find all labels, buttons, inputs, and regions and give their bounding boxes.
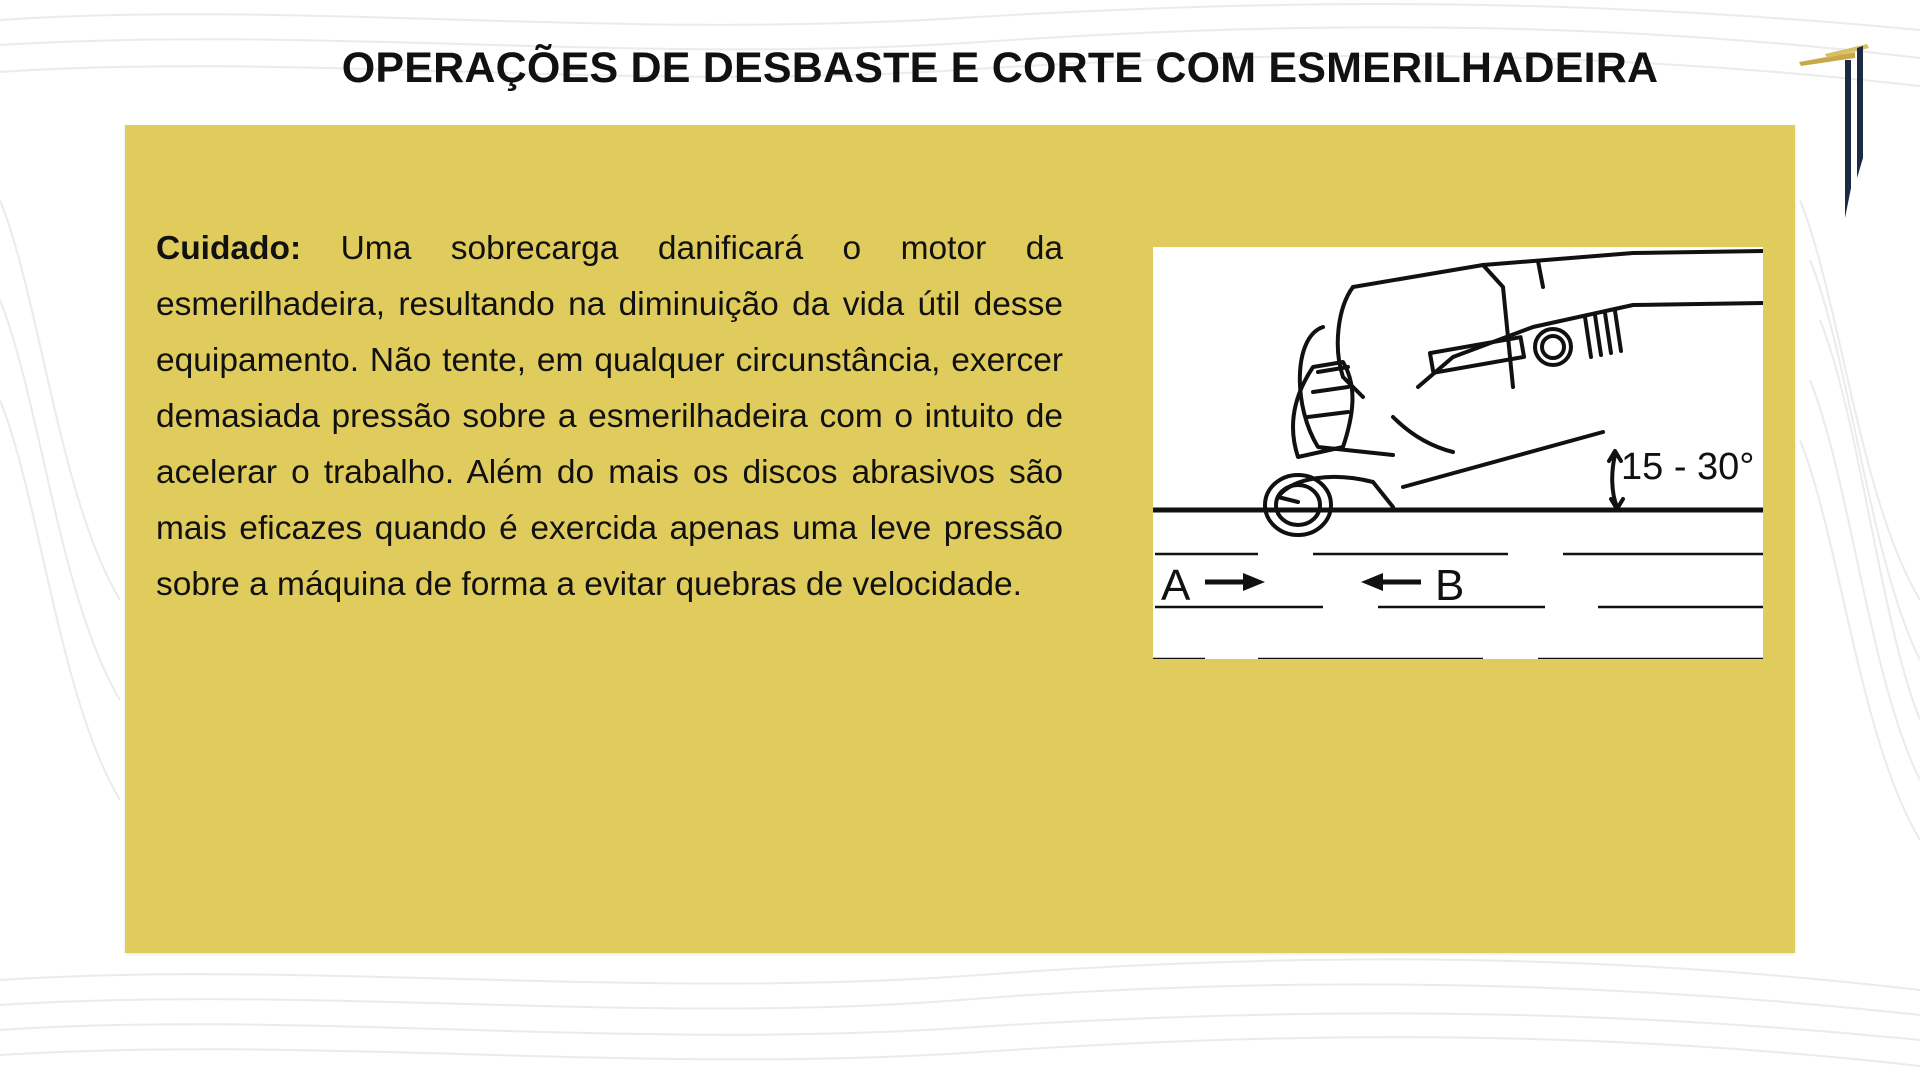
caution-text: Uma sobrecarga danificará o motor da esmerilhadeira, resultando na diminuição da vida útil desse equipamento. Não tente, em qualquer circunstância, exercer demasiada pressão sobre a esmerilhadeira com o intuito de acelerar o trabalho. Além do mais os discos abrasivos são mais eficazes quando é exercida apenas uma leve pressão sobre a máquina de forma a evitar quebras de velocidade.	[156, 230, 1063, 603]
arrow-right-icon	[1205, 573, 1265, 591]
slide-title: OPERAÇÕES DE DESBASTE E CORTE COM ESMERILHADEIRA	[341, 44, 1659, 92]
content-panel	[125, 125, 1795, 953]
angle-grinder-illustration	[1153, 247, 1763, 659]
caution-label: Cuidado:	[156, 230, 302, 267]
caution-paragraph	[156, 221, 1063, 613]
label-b: B	[1435, 561, 1465, 610]
grinder-figure	[1153, 247, 1763, 659]
label-a: A	[1161, 561, 1191, 610]
angle-label: 15 - 30°	[1621, 446, 1755, 488]
logo-icon	[1795, 38, 1875, 228]
arrow-left-icon	[1361, 573, 1421, 591]
